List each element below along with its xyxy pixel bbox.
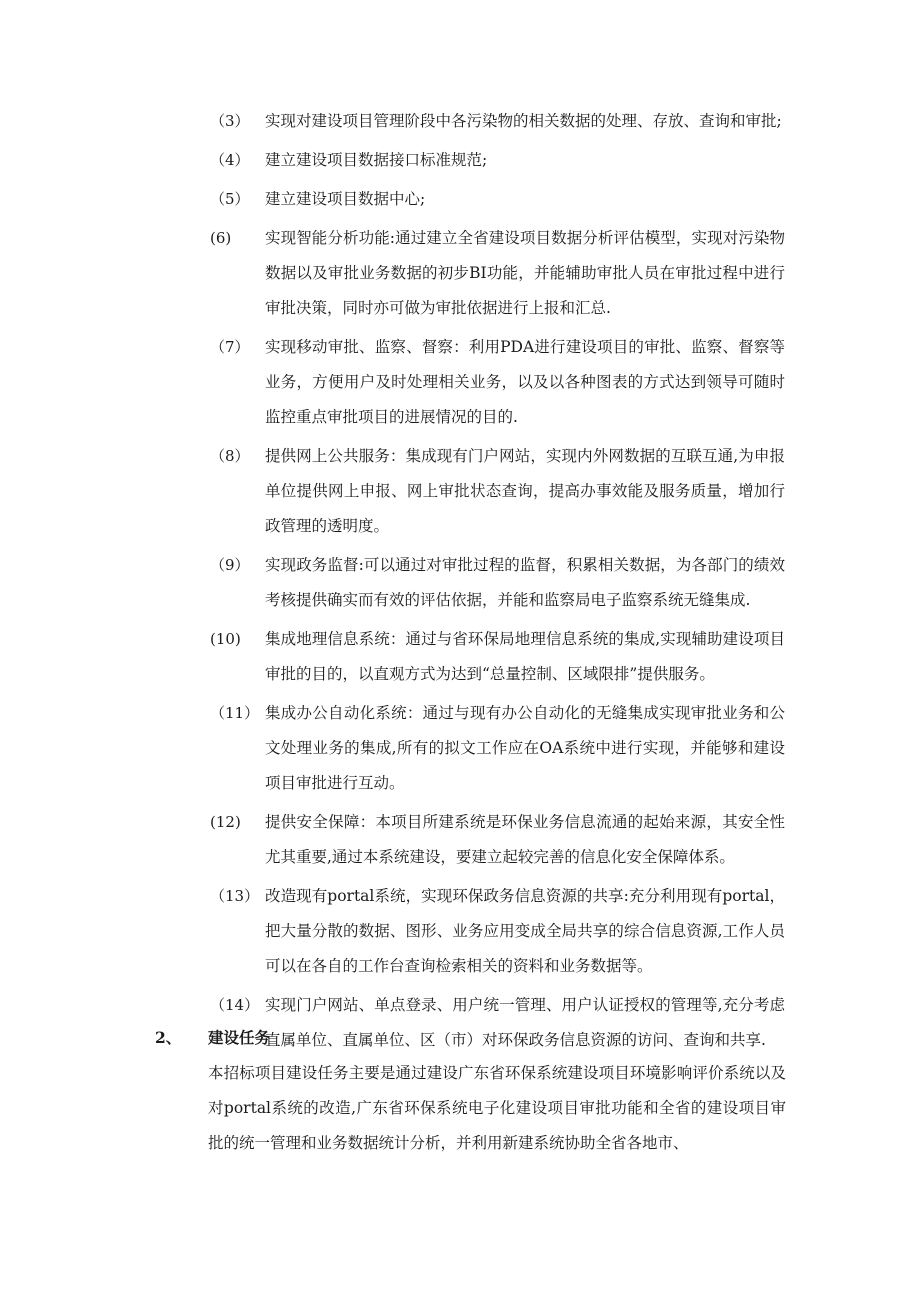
list-item: [0, 439, 920, 544]
item-number: （5）: [210, 190, 250, 208]
item-text: 改造现有portal系统，实现环保政务信息资源的共享:充分利用现有portal，把大量分散的数据、图形、业务应用变成全局共享的综合信息资源,工作人员可以在各自的工作台查询检索相关的资料和业务数据等。: [265, 887, 785, 975]
item-number: （3）: [210, 112, 250, 130]
item-number: （11）: [210, 704, 260, 722]
item-number: （9）: [210, 556, 250, 574]
item-text: 实现对建设项目管理阶段中各污染物的相关数据的处理、存放、查询和审批;: [265, 112, 782, 130]
item-text: 集成地理信息系统：通过与省环保局地理信息系统的集成,实现辅助建设项目审批的目的，以直观方式为达到“总量控制、区域限排”提供服务。: [265, 630, 785, 683]
list-item: [0, 805, 920, 875]
section-heading: [0, 1020, 920, 1056]
list-item: [0, 696, 920, 801]
item-text: 建立建设项目数据中心;: [265, 190, 426, 208]
list-item: [0, 548, 920, 618]
item-number: （13）: [210, 887, 260, 905]
construction-tasks-section: [0, 1020, 920, 1161]
item-number: （8）: [210, 447, 250, 465]
requirements-list: [0, 104, 920, 1062]
list-item: [0, 622, 920, 692]
item-text: 提供安全保障：本项目所建系统是环保业务信息流通的起始来源，其安全性尤其重要,通过本系统建设，要建立起较完善的信息化安全保障体系。: [265, 813, 785, 866]
section-number: 2、: [155, 1028, 182, 1047]
item-number: (6): [210, 229, 232, 247]
item-number: (12): [210, 813, 241, 831]
list-item: [0, 330, 920, 435]
item-text: 集成办公自动化系统：通过与现有办公自动化的无缝集成实现审批业务和公文处理业务的集成,所有的拟文工作应在OA系统中进行实现，并能够和建设项目审批进行互动。: [265, 704, 785, 792]
section-title: 建设任务: [208, 1028, 271, 1047]
item-text: 建立建设项目数据接口标准规范;: [265, 151, 488, 169]
item-text: 实现政务监督:可以通过对审批过程的监督，积累相关数据，为各部门的绩效考核提供确实而有效的评估依据，并能和监察局电子监察系统无缝集成.: [265, 556, 785, 609]
list-item: [0, 182, 920, 217]
item-number: （7）: [210, 338, 250, 356]
item-number: （4）: [210, 151, 250, 169]
list-item: [0, 143, 920, 178]
item-text: 实现移动审批、监察、督察：利用PDA进行建设项目的审批、监察、督察等业务，方便用户及时处理相关业务，以及以各种图表的方式达到领导可随时监控重点审批项目的进展情况的目的.: [265, 338, 785, 426]
list-item: [0, 221, 920, 326]
list-item: [0, 879, 920, 984]
item-text: 实现智能分析功能:通过建立全省建设项目数据分析评估模型，实现对污染物数据以及审批业务数据的初步BI功能，并能辅助审批人员在审批过程中进行审批决策，同时亦可做为审批依据进行上报和汇总.: [265, 229, 785, 317]
item-text: 提供网上公共服务：集成现有门户网站，实现内外网数据的互联互通,为申报单位提供网上申报、网上审批状态查询，提高办事效能及服务质量，增加行政管理的透明度。: [265, 447, 785, 535]
list-item: [0, 104, 920, 139]
item-text: 实现门户网站、单点登录、用户统一管理、用户认证授权的管理等,充分考虑直属单位、直属单位、区（市）对环保政务信息资源的访问、查询和共享.: [265, 996, 785, 1049]
item-number: (10): [210, 630, 241, 648]
item-number: （14）: [210, 996, 260, 1014]
section-paragraph: 本招标项目建设任务主要是通过建设广东省环保系统建设项目环境影响评价系统以及对portal系统的改造,广东省环保系统电子化建设项目审批功能和全省的建设项目审批的统一管理和业务数据统计分析，并利用新建系统协助全省各地市、: [208, 1064, 786, 1152]
